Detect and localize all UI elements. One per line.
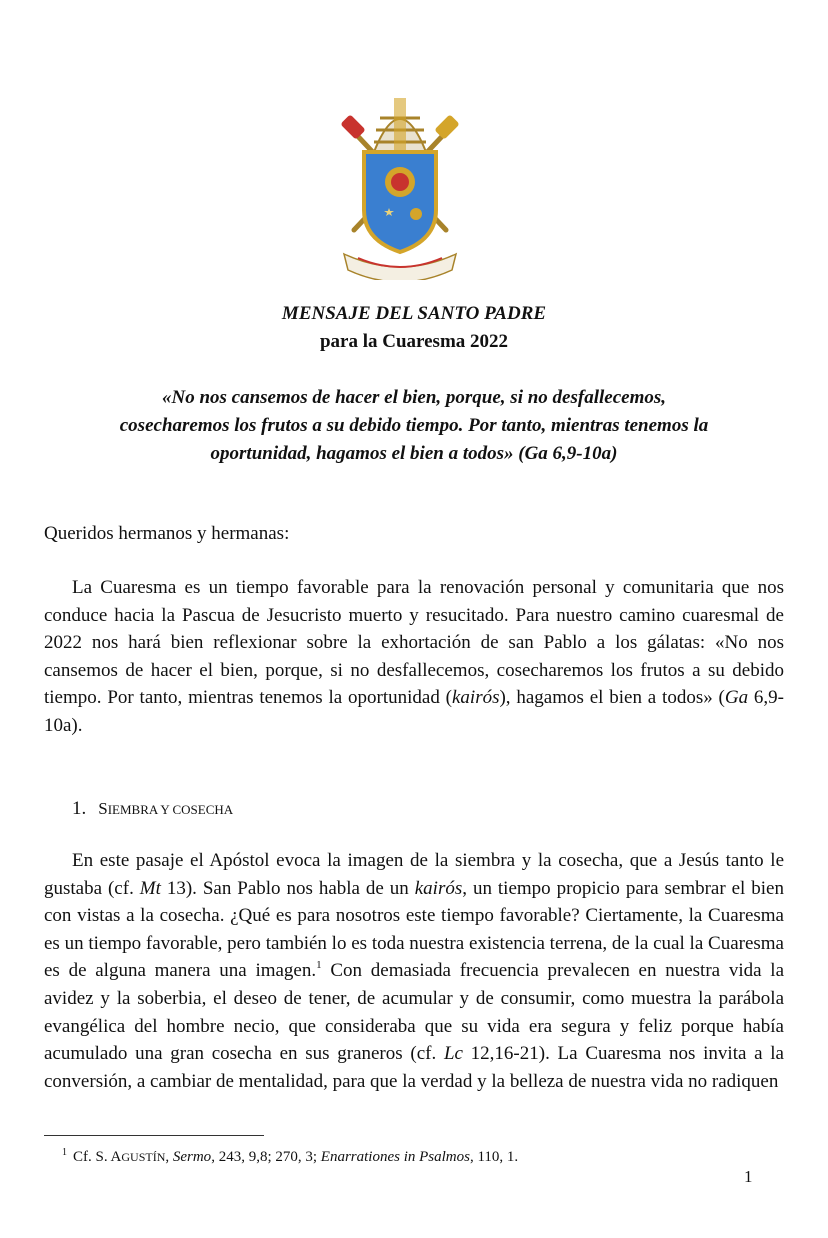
- footnote-mark: 1: [62, 1147, 67, 1158]
- salutation: Queridos hermanos y hermanas:: [44, 523, 290, 544]
- footnote-divider: [44, 1135, 264, 1136]
- footnote-text-b: ,: [165, 1149, 173, 1165]
- p2-text-h: 12,16-21). La Cuaresma nos invita a la conversión, a cambiar de mentalidad, para que la verdad y la belleza de nuestra vida no radiquen: [44, 1043, 784, 1092]
- papal-coat-of-arms-icon: [334, 90, 466, 280]
- epigraph-line-1: «No nos cansemos de hacer el bien, porque, si no desfallecemos,: [161, 387, 666, 408]
- p2-text-a: En este pasaje el Apóstol evoca la imagen de la siembra y la cosecha, que a Jesús tanto le gustaba (cf.: [44, 850, 784, 899]
- paragraph-intro: [44, 574, 784, 740]
- footnote-italic-enarrationes: Enarrationes in Psalmos: [320, 1149, 470, 1165]
- section-title-cap: S: [98, 799, 108, 818]
- title-line-2: para la Cuaresma 2022: [319, 331, 509, 352]
- section-number: 1.: [72, 798, 87, 819]
- p1-italic-ga: Ga: [724, 687, 749, 709]
- title-line-1: MENSAJE DEL SANTO PADRE: [281, 303, 547, 324]
- section-title-small-caps: IEMBRA Y COSECHA: [107, 802, 234, 817]
- footnote-text-d: , 243, 9,8; 270, 3;: [211, 1149, 321, 1165]
- p2-text-c: 13). San Pablo nos habla de un: [160, 877, 415, 899]
- epigraph-line-2: cosecharemos los frutos a su debido tiempo. Por tanto, mientras tenemos la: [119, 415, 709, 436]
- p2-text-f: Con demasiada frecuencia prevalecen en nuestra vida la avidez y la soberbia, el deseo de tener, de acumular y de consumir, como muestra la parábola evangélica del hombre necio, que consideraba que su vida era segura y feliz porque había acumulado una gran cosecha en sus graneros (cf.: [44, 960, 784, 1065]
- footnote-reference[interactable]: 1: [316, 959, 322, 972]
- p2-italic-lc: Lc: [443, 1043, 463, 1065]
- p1-text-c: ), hagamos el bien a todos» (: [499, 687, 725, 709]
- p2-text-e: , un tiempo propicio para sembrar el bien con vistas a la cosecha. ¿Qué es para nosotros este tiempo favorable? Ciertamente, la Cuaresma es un tiempo favorable, pero también lo es toda nuestra existencia terrena, de la cual la Cuaresma es de alguna manera una imagen.: [44, 877, 784, 982]
- footnote-italic-sermo: Sermo: [172, 1149, 212, 1165]
- p2-italic-mt: Mt: [139, 877, 161, 899]
- p1-text-e: 6,9-10a).: [44, 687, 784, 736]
- page-number: 1: [744, 1167, 753, 1186]
- p1-text-a: La Cuaresma es un tiempo favorable para la renovación personal y comunitaria que nos conduce hacia la Pascua de Jesucristo muerto y resucitado. Para nuestro camino cuaresmal de 2022 nos hará bien reflexionar sobre la exhortación de san Pablo a los gálatas: «No nos cansemos de hacer el bien, porque, si no desfallecemos, cosecharemos los frutos a su debido tiempo. Por tanto, mientras tenemos la oportunidad (: [44, 577, 784, 709]
- footnote-text-f: , 110, 1.: [469, 1149, 519, 1165]
- epigraph-quote: [60, 384, 768, 468]
- section-heading: [72, 796, 233, 823]
- footnote: [62, 1142, 518, 1168]
- epigraph-line-3: oportunidad, hagamos el bien a todos» (Ga 6,9-10a): [210, 443, 618, 464]
- p2-italic-kairos: kairós: [414, 877, 463, 899]
- paragraph-siembra: [44, 847, 784, 1095]
- footnote-text-a: Cf. S. A: [73, 1149, 122, 1165]
- footnote-small-caps: GUSTÍN: [121, 1150, 166, 1164]
- document-title: [0, 300, 828, 356]
- p1-italic-kairos: kairós: [451, 687, 500, 709]
